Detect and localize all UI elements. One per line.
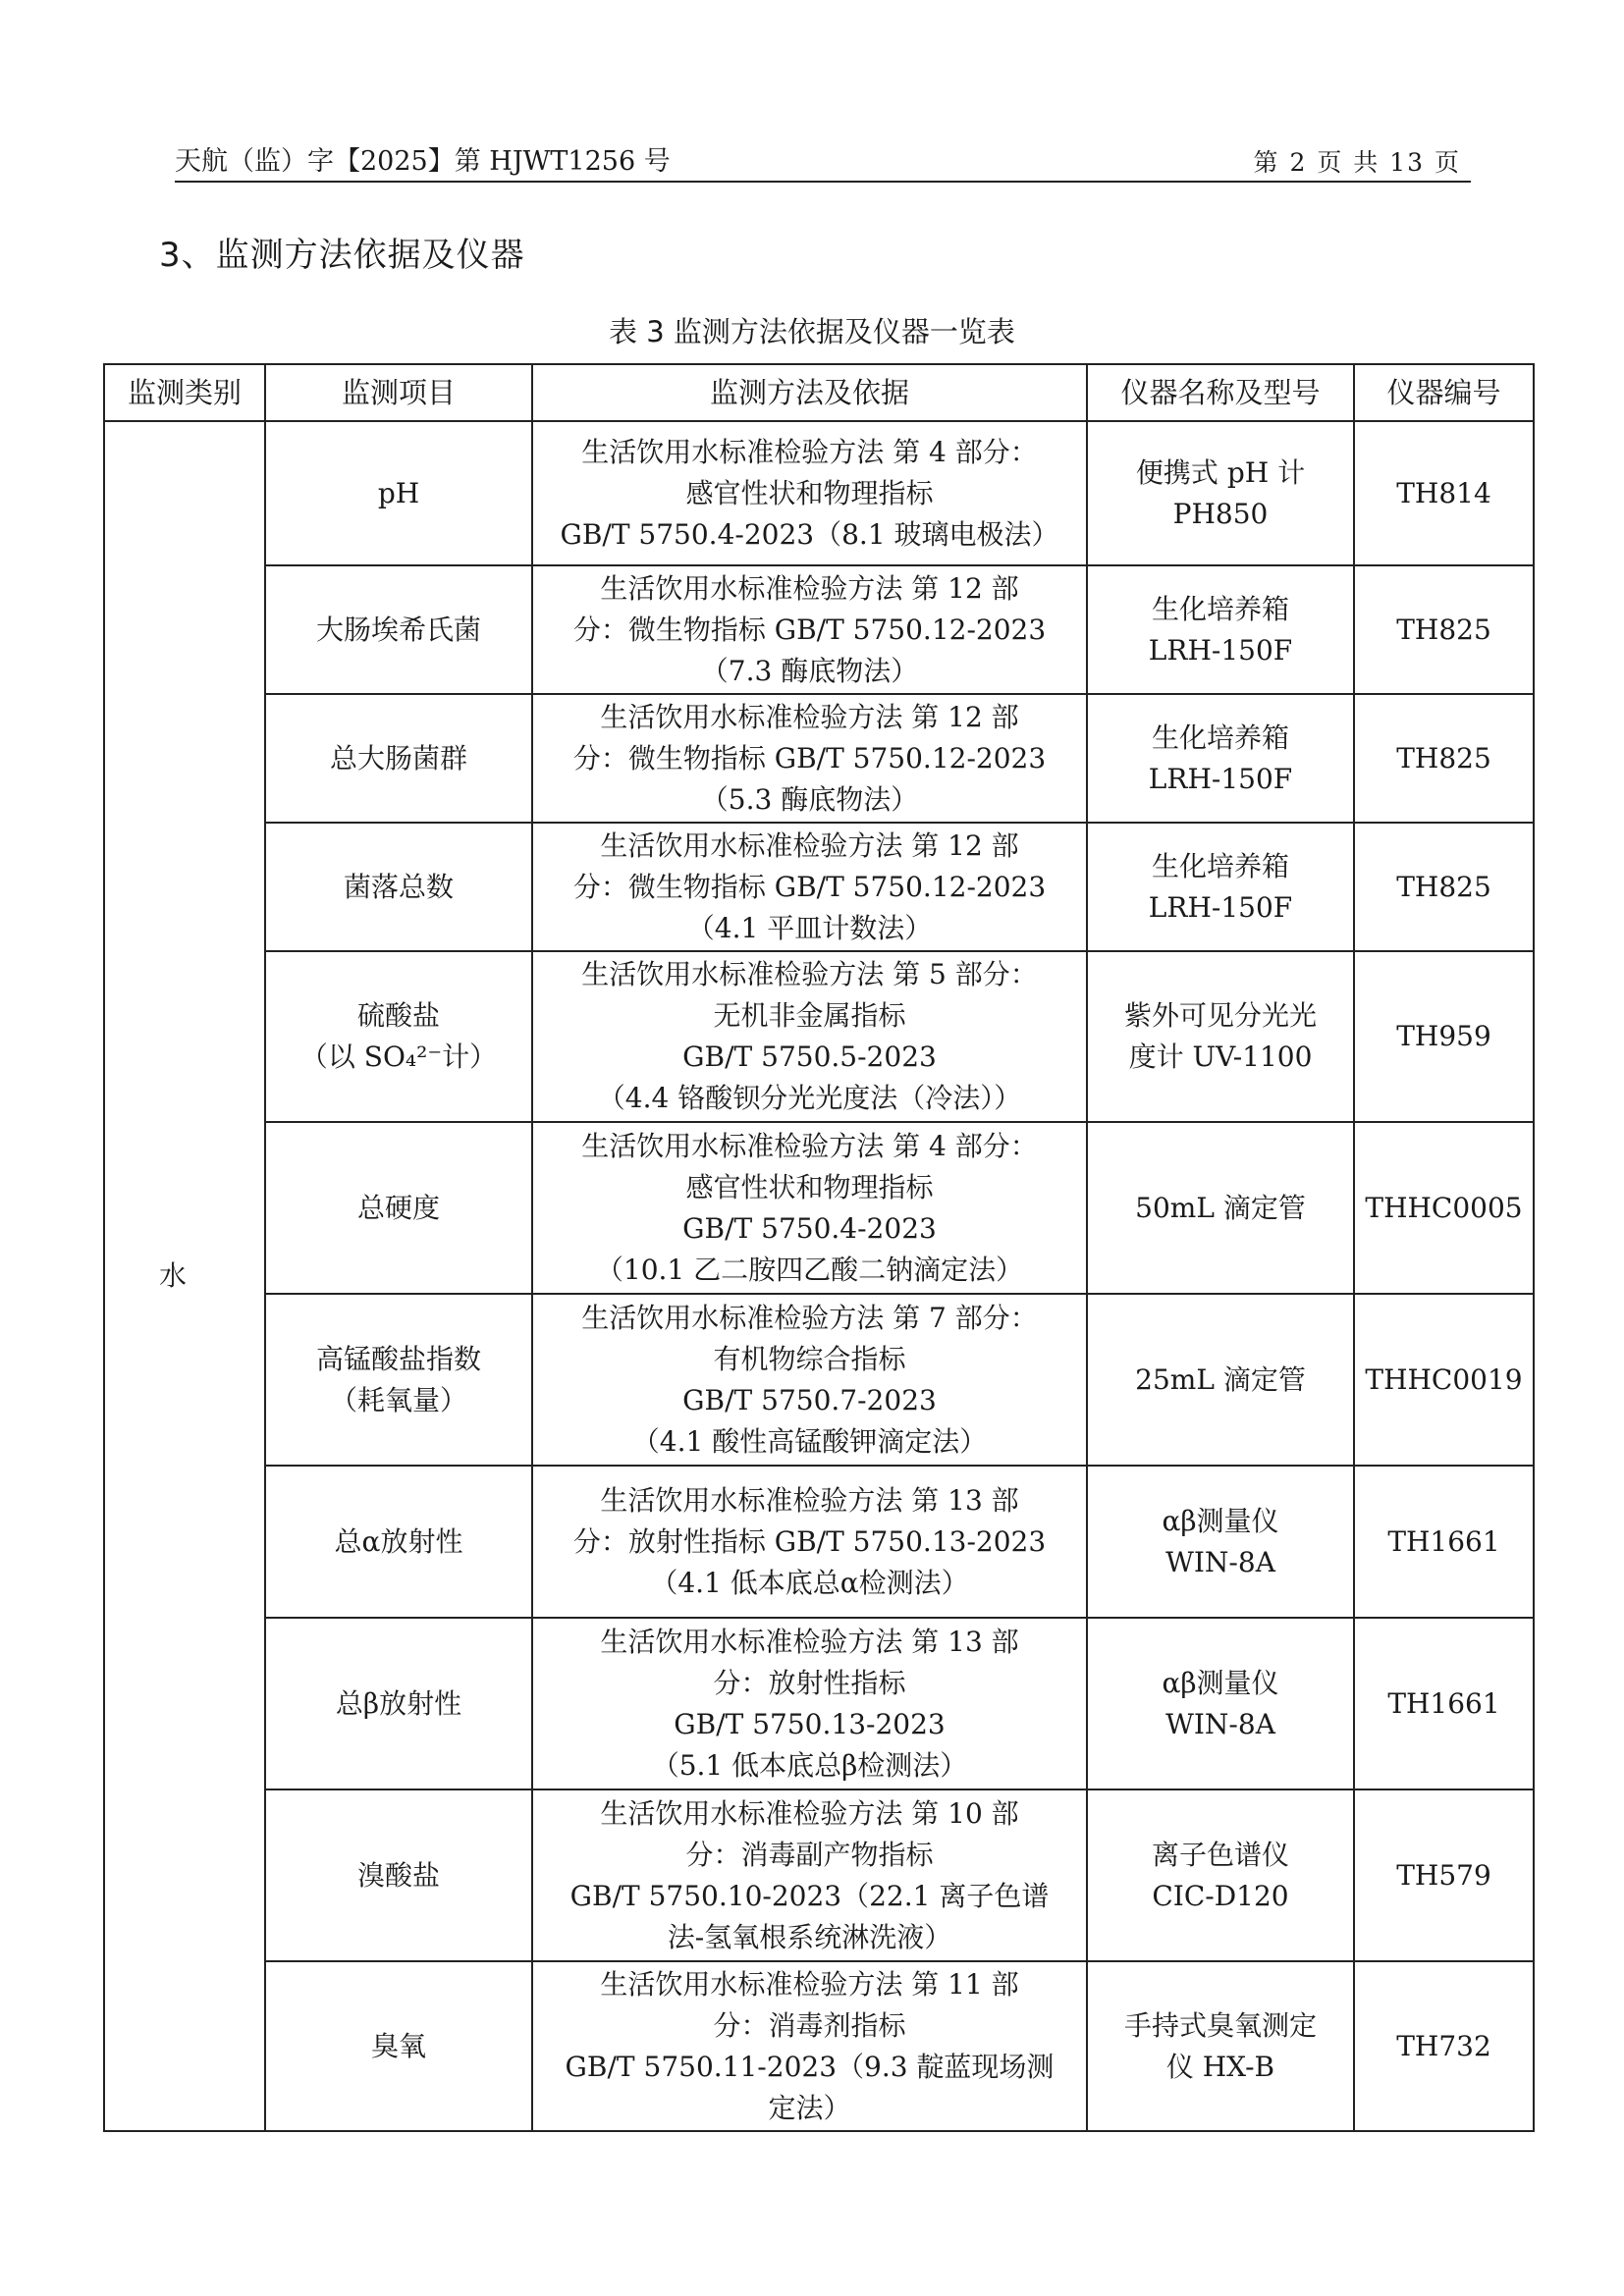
instrument-line: 离子色谱仪 bbox=[1151, 1838, 1289, 1871]
method-cell bbox=[532, 1789, 1087, 1961]
item-cell: 臭氧 bbox=[265, 1961, 532, 2131]
method-line: （5.3 酶底物法） bbox=[700, 782, 919, 816]
instrument-cell bbox=[1087, 951, 1354, 1122]
instrument-id-cell: THHC0019 bbox=[1354, 1294, 1534, 1466]
methods-table bbox=[103, 363, 1535, 2132]
instrument-cell bbox=[1087, 694, 1354, 823]
method-line: （5.1 低本底总β检测法） bbox=[651, 1748, 968, 1782]
col-header-category: 监测类别 bbox=[104, 364, 265, 421]
method-line: 生活饮用水标准检验方法 第 12 部 bbox=[600, 828, 1019, 862]
method-cell bbox=[532, 951, 1087, 1122]
col-header-method: 监测方法及依据 bbox=[532, 364, 1087, 421]
instrument-id-cell: TH959 bbox=[1354, 951, 1534, 1122]
instrument-id-cell: TH814 bbox=[1354, 421, 1534, 565]
method-line: 定法） bbox=[768, 2091, 851, 2124]
instrument-cell bbox=[1087, 1789, 1354, 1961]
method-line: 分：放射性指标 GB/T 5750.13-2023 bbox=[572, 1524, 1047, 1558]
method-line: 分：微生物指标 GB/T 5750.12-2023 bbox=[572, 870, 1047, 903]
method-line: 生活饮用水标准检验方法 第 4 部分： bbox=[581, 1129, 1038, 1162]
table-caption: 表 3 监测方法依据及仪器一览表 bbox=[609, 315, 1015, 348]
method-line: 感官性状和物理指标 bbox=[685, 1170, 934, 1203]
table-row bbox=[104, 1789, 1534, 1961]
method-line: GB/T 5750.4-2023（8.1 玻璃电极法） bbox=[560, 517, 1059, 551]
instrument-line: 25mL 滴定管 bbox=[1135, 1362, 1306, 1396]
table-row bbox=[104, 1294, 1534, 1466]
method-cell bbox=[532, 1961, 1087, 2131]
item-cell: 大肠埃希氏菌 bbox=[265, 565, 532, 694]
item-cell: 总α放射性 bbox=[265, 1466, 532, 1618]
section-title: 3、监测方法依据及仪器 bbox=[159, 236, 525, 275]
method-cell bbox=[532, 823, 1087, 951]
instrument-cell bbox=[1087, 1294, 1354, 1466]
table-row bbox=[104, 694, 1534, 823]
item-line: （以 SO₄²⁻计） bbox=[299, 1041, 498, 1073]
instrument-line: αβ测量仪 bbox=[1162, 1504, 1279, 1537]
item-cell: 菌落总数 bbox=[265, 823, 532, 951]
instrument-id-cell: TH1661 bbox=[1354, 1466, 1534, 1618]
category-cell: 水 bbox=[104, 421, 265, 2131]
instrument-id-cell: TH1661 bbox=[1354, 1618, 1534, 1789]
instrument-line: 度计 UV-1100 bbox=[1128, 1041, 1313, 1073]
method-cell bbox=[532, 421, 1087, 565]
table-header-row bbox=[104, 364, 1534, 421]
instrument-cell bbox=[1087, 1961, 1354, 2131]
instrument-line: 50mL 滴定管 bbox=[1135, 1191, 1306, 1224]
page-header bbox=[175, 135, 1471, 183]
table-row bbox=[104, 1618, 1534, 1789]
method-line: 生活饮用水标准检验方法 第 11 部 bbox=[600, 1967, 1019, 2001]
method-line: （4.1 低本底总α检测法） bbox=[650, 1566, 969, 1599]
method-line: （7.3 酶底物法） bbox=[700, 654, 919, 687]
item-cell bbox=[265, 1294, 532, 1466]
instrument-line: 紫外可见分光光 bbox=[1123, 999, 1317, 1032]
document-number: 天航（监）字【2025】第 HJWT1256 号 bbox=[175, 146, 671, 177]
instrument-line: PH850 bbox=[1172, 497, 1269, 530]
col-header-item: 监测项目 bbox=[265, 364, 532, 421]
instrument-cell bbox=[1087, 1618, 1354, 1789]
table-row bbox=[104, 823, 1534, 951]
method-line: GB/T 5750.7-2023 bbox=[682, 1383, 937, 1416]
method-line: 法-氢氧根系统淋洗液） bbox=[667, 1920, 952, 1953]
instrument-line: 生化培养箱 bbox=[1151, 592, 1289, 625]
instrument-cell bbox=[1087, 823, 1354, 951]
method-line: GB/T 5750.11-2023（9.3 靛蓝现场测 bbox=[565, 2050, 1055, 2083]
method-line: 生活饮用水标准检验方法 第 13 部 bbox=[600, 1483, 1019, 1517]
table-row bbox=[104, 421, 1534, 565]
table-row bbox=[104, 1466, 1534, 1618]
method-cell bbox=[532, 565, 1087, 694]
instrument-cell bbox=[1087, 1466, 1354, 1618]
table-row bbox=[104, 951, 1534, 1122]
instrument-id-cell: TH825 bbox=[1354, 694, 1534, 823]
instrument-line: LRH-150F bbox=[1148, 890, 1293, 924]
table-row bbox=[104, 1961, 1534, 2131]
instrument-cell bbox=[1087, 565, 1354, 694]
instrument-line: αβ测量仪 bbox=[1162, 1666, 1279, 1699]
method-line: GB/T 5750.10-2023（22.1 离子色谱 bbox=[569, 1879, 1050, 1912]
method-line: 生活饮用水标准检验方法 第 5 部分： bbox=[581, 958, 1038, 990]
instrument-line: 手持式臭氧测定 bbox=[1123, 2008, 1317, 2042]
table-row bbox=[104, 1122, 1534, 1294]
method-cell bbox=[532, 1466, 1087, 1618]
instrument-line: WIN-8A bbox=[1165, 1707, 1275, 1740]
instrument-id-cell: TH825 bbox=[1354, 823, 1534, 951]
method-line: 分：消毒剂指标 bbox=[713, 2008, 906, 2042]
method-line: （4.1 酸性高锰酸钾滴定法） bbox=[631, 1424, 988, 1458]
method-line: 无机非金属指标 bbox=[713, 999, 906, 1032]
method-cell bbox=[532, 1294, 1087, 1466]
method-line: GB/T 5750.4-2023 bbox=[682, 1211, 937, 1245]
method-line: （4.4 铬酸钡分光光度法（冷法）） bbox=[597, 1082, 1022, 1114]
page-number: 第 2 页 共 13 页 bbox=[1253, 148, 1461, 177]
item-line: 高锰酸盐指数 bbox=[315, 1342, 481, 1375]
instrument-cell bbox=[1087, 421, 1354, 565]
item-line: 硫酸盐 bbox=[356, 999, 440, 1032]
instrument-id-cell: TH825 bbox=[1354, 565, 1534, 694]
method-line: 生活饮用水标准检验方法 第 10 部 bbox=[600, 1796, 1019, 1830]
instrument-line: 生化培养箱 bbox=[1151, 849, 1289, 882]
method-line: 感官性状和物理指标 bbox=[685, 476, 934, 509]
item-cell: 总β放射性 bbox=[265, 1618, 532, 1789]
item-cell bbox=[265, 951, 532, 1122]
col-header-instrument-id: 仪器编号 bbox=[1354, 364, 1534, 421]
method-line: GB/T 5750.5-2023 bbox=[682, 1041, 937, 1073]
method-cell bbox=[532, 1122, 1087, 1294]
method-line: 分：微生物指标 GB/T 5750.12-2023 bbox=[572, 741, 1047, 774]
method-line: 有机物综合指标 bbox=[713, 1342, 906, 1375]
instrument-id-cell: TH732 bbox=[1354, 1961, 1534, 2131]
item-cell: 总大肠菌群 bbox=[265, 694, 532, 823]
table-row bbox=[104, 565, 1534, 694]
instrument-line: LRH-150F bbox=[1148, 762, 1293, 795]
method-line: （4.1 平皿计数法） bbox=[686, 911, 933, 944]
instrument-line: CIC-D120 bbox=[1152, 1879, 1289, 1912]
method-cell bbox=[532, 694, 1087, 823]
method-line: 生活饮用水标准检验方法 第 12 部 bbox=[600, 700, 1019, 733]
method-line: GB/T 5750.13-2023 bbox=[674, 1707, 946, 1740]
item-line: （耗氧量） bbox=[329, 1383, 467, 1416]
method-line: 分：微生物指标 GB/T 5750.12-2023 bbox=[572, 613, 1047, 646]
instrument-id-cell: TH579 bbox=[1354, 1789, 1534, 1961]
method-line: 生活饮用水标准检验方法 第 13 部 bbox=[600, 1625, 1019, 1658]
instrument-id-cell: THHC0005 bbox=[1354, 1122, 1534, 1294]
method-line: 分：放射性指标 bbox=[713, 1666, 906, 1699]
item-cell: 溴酸盐 bbox=[265, 1789, 532, 1961]
method-line: 生活饮用水标准检验方法 第 4 部分： bbox=[581, 435, 1038, 468]
item-cell: 总硬度 bbox=[265, 1122, 532, 1294]
method-line: 分：消毒副产物指标 bbox=[685, 1838, 934, 1871]
item-cell: pH bbox=[265, 421, 532, 565]
method-line: （10.1 乙二胺四乙酸二钠滴定法） bbox=[595, 1253, 1024, 1286]
instrument-line: 仪 HX-B bbox=[1165, 2050, 1275, 2083]
instrument-cell bbox=[1087, 1122, 1354, 1294]
instrument-line: 生化培养箱 bbox=[1151, 721, 1289, 754]
col-header-instrument: 仪器名称及型号 bbox=[1087, 364, 1354, 421]
method-line: 生活饮用水标准检验方法 第 12 部 bbox=[600, 571, 1019, 605]
instrument-line: LRH-150F bbox=[1148, 633, 1293, 667]
instrument-line: WIN-8A bbox=[1165, 1545, 1275, 1578]
method-cell bbox=[532, 1618, 1087, 1789]
instrument-line: 便携式 pH 计 bbox=[1135, 455, 1306, 489]
method-line: 生活饮用水标准检验方法 第 7 部分： bbox=[581, 1301, 1038, 1334]
